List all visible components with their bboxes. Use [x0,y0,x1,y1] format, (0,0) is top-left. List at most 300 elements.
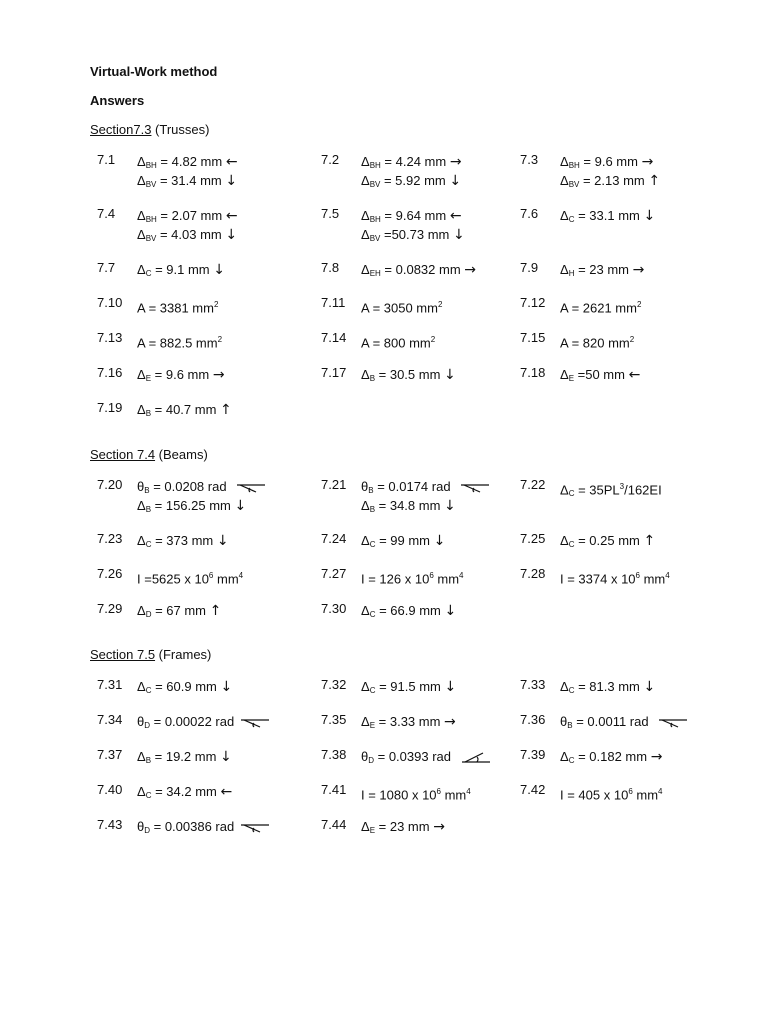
value-text: A = 820 mm [560,335,630,351]
subscript: C [568,489,575,499]
value-suffix: mm [433,571,460,587]
answer-number: 7.15 [520,330,546,345]
answer-line [361,747,491,766]
symbol: θ [137,479,145,494]
answer-line [560,206,655,225]
answer-line [560,330,634,349]
section-code: Section 7.4 [90,447,156,462]
answer-value [137,400,232,419]
subscript: D [145,610,152,619]
answer-value [361,601,456,620]
clockwise-rotation-icon [460,482,490,494]
direction-arrow: ← [225,154,238,170]
symbol: Δ [361,819,370,834]
answer-line [361,152,462,171]
value-text: = 9.6 mm [151,367,213,382]
subscript: B [145,756,152,765]
value-text: = 81.3 mm [574,679,644,694]
subscript: BV [369,234,381,243]
symbol: Δ [361,173,370,188]
symbol: Δ [137,533,146,548]
answer-line [137,496,266,515]
superscript: 4 [466,787,471,796]
superscript: 2 [437,300,443,309]
answer-number: 7.26 [97,566,123,581]
answer-line [137,260,225,279]
answer-value [361,295,442,314]
answer-number: 7.12 [520,295,546,310]
answer-number: 7.8 [321,260,340,275]
direction-arrow: → [433,819,445,835]
subscript: C [369,610,376,619]
answer-line [137,477,266,496]
answer-value [560,747,662,766]
answer-number: 7.32 [321,677,347,692]
symbol: Δ [560,367,569,382]
answer-line [560,171,660,190]
value-text: = 0.00022 rad [150,714,235,729]
value-suffix: mm [639,571,666,587]
subscript: D [368,756,375,765]
section-name: (Frames) [155,647,212,662]
direction-arrow: → [632,262,645,278]
value-suffix: mm [632,787,659,803]
answer-number: 7.11 [321,295,346,310]
section-name: (Trusses) [151,122,210,137]
answer-number: 7.31 [97,677,123,692]
subscript: B [144,486,150,495]
symbol: Δ [560,533,569,548]
answer-value [361,817,445,836]
answer-number: 7.27 [321,566,347,581]
answer-number: 7.43 [97,817,123,832]
answer-number: 7.28 [520,566,546,581]
subscript: C [369,540,376,549]
answer-line [361,496,490,515]
answer-value [137,330,222,349]
answer-line [560,712,688,731]
value-text: =50.73 mm [380,227,453,242]
value-text: = 0.25 mm [574,533,644,548]
answer-line [560,566,670,585]
answer-number: 7.23 [97,531,123,546]
superscript: 6 [628,787,633,796]
superscript: 6 [208,571,214,580]
answer-value [361,677,456,696]
value-text: A = 2621 mm [560,300,637,316]
answer-value [361,330,435,349]
answer-value [137,817,270,836]
answer-value [361,260,476,279]
answer-line [560,747,662,766]
answer-line [137,566,243,585]
symbol: Δ [137,402,146,417]
answer-number: 7.6 [520,206,539,221]
answer-value [137,260,225,279]
answer-number: 7.19 [97,400,123,415]
section-heading [90,647,211,662]
answer-value [137,206,238,244]
answer-number: 7.21 [321,477,347,492]
answer-line [361,601,456,620]
answer-number: 7.18 [520,365,546,380]
subscript: B [369,374,376,383]
direction-arrow: → [444,714,456,730]
answer-number: 7.10 [97,295,123,310]
answer-line [361,206,465,225]
answer-line [361,712,456,731]
direction-arrow: → [641,154,654,170]
value-text: = 4.82 mm [156,154,226,169]
value-text: = 0.182 mm [574,749,651,764]
value-text: I =5625 x 10 [137,571,209,587]
symbol: Δ [137,173,146,188]
value-text: A = 3381 mm [137,300,214,316]
answer-number: 7.24 [321,531,347,546]
answer-line [361,225,465,244]
symbol: Δ [560,262,569,277]
answer-number: 7.1 [97,152,116,167]
answer-value [361,477,490,515]
answer-number: 7.9 [520,260,539,275]
symbol: Δ [137,262,146,277]
symbol: Δ [137,227,146,242]
direction-arrow: ↑ [648,173,661,189]
answer-number: 7.44 [321,817,347,832]
subscript: BH [145,215,157,224]
answer-line [361,295,442,314]
value-text: = 34.2 mm [151,784,221,799]
subscript: C [568,215,575,224]
answer-value [137,531,229,550]
answer-value [560,152,660,190]
direction-arrow: → [212,367,225,383]
answer-number: 7.22 [520,477,546,492]
answer-number: 7.36 [520,712,546,727]
answer-value [560,782,663,801]
direction-arrow: ↑ [643,533,656,549]
section-heading [90,122,209,137]
superscript: 2 [217,335,223,344]
answer-number: 7.33 [520,677,546,692]
subscript: C [369,686,376,695]
value-text: = 40.7 mm [151,402,221,417]
symbol: Δ [361,227,370,242]
direction-arrow: ↓ [225,227,238,243]
direction-arrow: ↓ [444,679,457,695]
answer-value [137,365,225,384]
value-text: A = 3050 mm [361,300,438,316]
subscript: BV [145,180,157,189]
answer-line [137,677,232,696]
answer-value [560,295,641,314]
subscript: BV [568,180,580,189]
value-suffix: mm [440,787,467,803]
answer-line [137,206,238,225]
value-text: = 5.92 mm [380,173,450,188]
answer-line [137,782,232,801]
answer-value [137,601,221,620]
answer-line [361,477,490,496]
answer-line [137,712,270,731]
answer-value [137,295,218,314]
symbol: Δ [361,714,370,729]
symbol: θ [361,749,369,764]
answer-line [137,171,238,190]
value-text: A = 800 mm [361,335,431,351]
answer-line [137,817,270,836]
subscript: BH [145,161,157,170]
answer-number: 7.14 [321,330,347,345]
subscript: C [145,686,152,695]
answer-line [137,400,232,419]
subscript: B [145,409,152,418]
value-text: I = 126 x 10 [361,571,430,587]
clockwise-rotation-icon [240,822,270,834]
answer-value [137,747,232,766]
answer-line [137,531,229,550]
answer-number: 7.37 [97,747,123,762]
answer-number: 7.42 [520,782,546,797]
answer-line [361,365,456,384]
symbol: Δ [361,679,370,694]
answer-number: 7.34 [97,712,123,727]
answer-value [361,566,464,585]
symbol: Δ [361,262,370,277]
answer-value [560,477,662,499]
value-text: = 9.64 mm [380,208,450,223]
clockwise-rotation-icon [658,717,688,729]
answer-line [137,152,238,171]
symbol: Δ [560,154,569,169]
answer-line [560,152,660,171]
direction-arrow: ↓ [452,227,465,243]
answer-number: 7.17 [321,365,347,380]
value-text: = 3.33 mm [375,714,445,729]
symbol: Δ [137,679,146,694]
subscript: H [568,269,575,278]
answer-line [560,531,655,550]
answer-line [560,295,641,314]
counterclockwise-rotation-icon [461,752,491,764]
answer-line [361,531,445,550]
superscript: 4 [665,571,670,580]
answer-value [361,747,491,766]
answer-line [560,677,655,696]
value-text: = 2.07 mm [156,208,226,223]
superscript: 6 [436,787,441,796]
value-text: = 0.0832 mm [380,262,465,277]
subscript: BV [145,234,157,243]
symbol: Δ [560,482,569,498]
superscript: 2 [430,335,436,344]
answer-value [361,206,465,244]
direction-arrow: ↓ [444,498,456,514]
answer-line [361,817,445,836]
value-text: = 19.2 mm [151,749,221,764]
value-text: = 60.9 mm [151,679,221,694]
value-text: = 9.1 mm [151,262,214,277]
direction-arrow: ↓ [643,208,656,224]
direction-arrow: ↓ [643,679,656,695]
answer-line [361,171,462,190]
symbol: Δ [137,749,146,764]
symbol: Δ [361,498,370,513]
answer-number: 7.38 [321,747,347,762]
section-code: Section7.3 [90,122,152,137]
answer-number: 7.39 [520,747,546,762]
answer-value [560,330,634,349]
answer-line [361,330,435,349]
clockwise-rotation-icon [236,482,266,494]
subscript: E [145,374,152,383]
answer-number: 7.5 [321,206,340,221]
symbol: θ [137,714,145,729]
superscript: 4 [459,571,464,580]
subscript: B [567,721,573,730]
symbol: Δ [137,784,146,799]
direction-arrow: ↓ [444,603,457,619]
answer-value [560,531,655,550]
value-suffix: mm [213,571,239,587]
value-text: = 23 mm [375,819,434,834]
answer-line [137,295,218,314]
direction-arrow: ↓ [433,533,446,549]
value-text: I = 1080 x 10 [361,787,437,803]
answer-value [361,531,445,550]
direction-arrow: ↓ [213,262,225,278]
page-title: Virtual-Work method [90,64,218,79]
direction-arrow: ← [449,208,462,224]
value-text: = 2.13 mm [579,173,649,188]
answer-number: 7.4 [97,206,116,221]
symbol: Δ [361,154,370,169]
answer-value [560,260,644,279]
superscript: 4 [658,787,663,796]
symbol: θ [560,714,568,729]
subscript: EH [369,269,381,278]
answer-line [560,782,663,801]
direction-arrow: ↓ [220,749,232,765]
value-text: = 33.1 mm [574,208,644,223]
symbol: Δ [560,679,569,694]
answer-number: 7.2 [321,152,340,167]
section-code: Section 7.5 [90,647,156,662]
subscript: E [369,721,376,730]
subscript: C [145,791,152,800]
answer-number: 7.20 [97,477,123,492]
value-text: = 4.24 mm [380,154,450,169]
superscript: 4 [238,571,244,580]
symbol: Δ [137,154,146,169]
answer-line [137,330,222,349]
value-text: = 66.9 mm [375,603,445,618]
subscript: E [369,826,376,835]
answer-value [560,712,688,731]
superscript: 2 [213,300,219,309]
answer-line [560,260,644,279]
symbol: Δ [361,208,370,223]
value-text: = 35PL [574,482,620,498]
value-text: = 0.0011 rad [572,714,653,729]
subscript: C [145,540,152,549]
direction-arrow: ↓ [220,679,233,695]
answer-value [560,206,655,225]
answer-line [137,365,225,384]
answer-number: 7.3 [520,152,539,167]
direction-arrow: ↓ [225,173,238,189]
answer-line [137,747,232,766]
answer-line [137,601,221,620]
symbol: Δ [137,367,146,382]
answer-value [137,566,243,585]
answer-number: 7.16 [97,365,123,380]
answer-value [361,365,456,384]
subscript: C [568,540,575,549]
symbol: Δ [361,367,370,382]
value-text: = 9.6 mm [579,154,642,169]
value-text: = 99 mm [375,533,434,548]
answer-value [361,712,456,731]
direction-arrow: → [650,749,663,765]
answer-number: 7.35 [321,712,347,727]
direction-arrow: ↓ [216,533,229,549]
subscript: BV [369,180,381,189]
answer-line [361,566,464,585]
symbol: Δ [560,749,569,764]
value-suffix: /162EI [624,482,662,498]
subscript: D [144,721,151,730]
direction-arrow: ↑ [220,402,232,418]
answer-number: 7.7 [97,260,116,275]
value-text: = 23 mm [574,262,633,277]
value-text: = 0.00386 rad [150,819,235,834]
superscript: 2 [629,335,635,344]
answer-line [560,477,662,499]
answer-value [560,365,640,384]
direction-arrow: → [449,154,462,170]
section-heading [90,447,208,462]
value-text: = 0.0174 rad [373,479,455,494]
superscript: 2 [636,300,642,309]
direction-arrow: ↓ [234,498,247,514]
superscript: 3 [619,482,625,491]
answer-value [137,782,232,801]
value-text: = 373 mm [151,533,217,548]
answer-number: 7.13 [97,330,123,345]
value-text: = 156.25 mm [151,498,235,513]
value-text: = 30.5 mm [375,367,445,382]
answer-line [361,260,476,279]
symbol: Δ [361,533,370,548]
superscript: 6 [635,571,640,580]
symbol: Δ [137,603,146,618]
value-text: = 34.8 mm [375,498,445,513]
subscript: BH [369,215,381,224]
clockwise-rotation-icon [240,717,270,729]
subscript: E [568,374,575,383]
subscript: C [568,756,575,765]
value-text: = 67 mm [151,603,210,618]
answer-value [560,677,655,696]
answer-number: 7.25 [520,531,546,546]
direction-arrow: ↓ [444,367,456,383]
value-text: A = 882.5 mm [137,335,218,351]
answer-number: 7.30 [321,601,347,616]
subscript: B [145,505,152,514]
direction-arrow: ← [225,208,238,224]
answer-number: 7.41 [321,782,347,797]
